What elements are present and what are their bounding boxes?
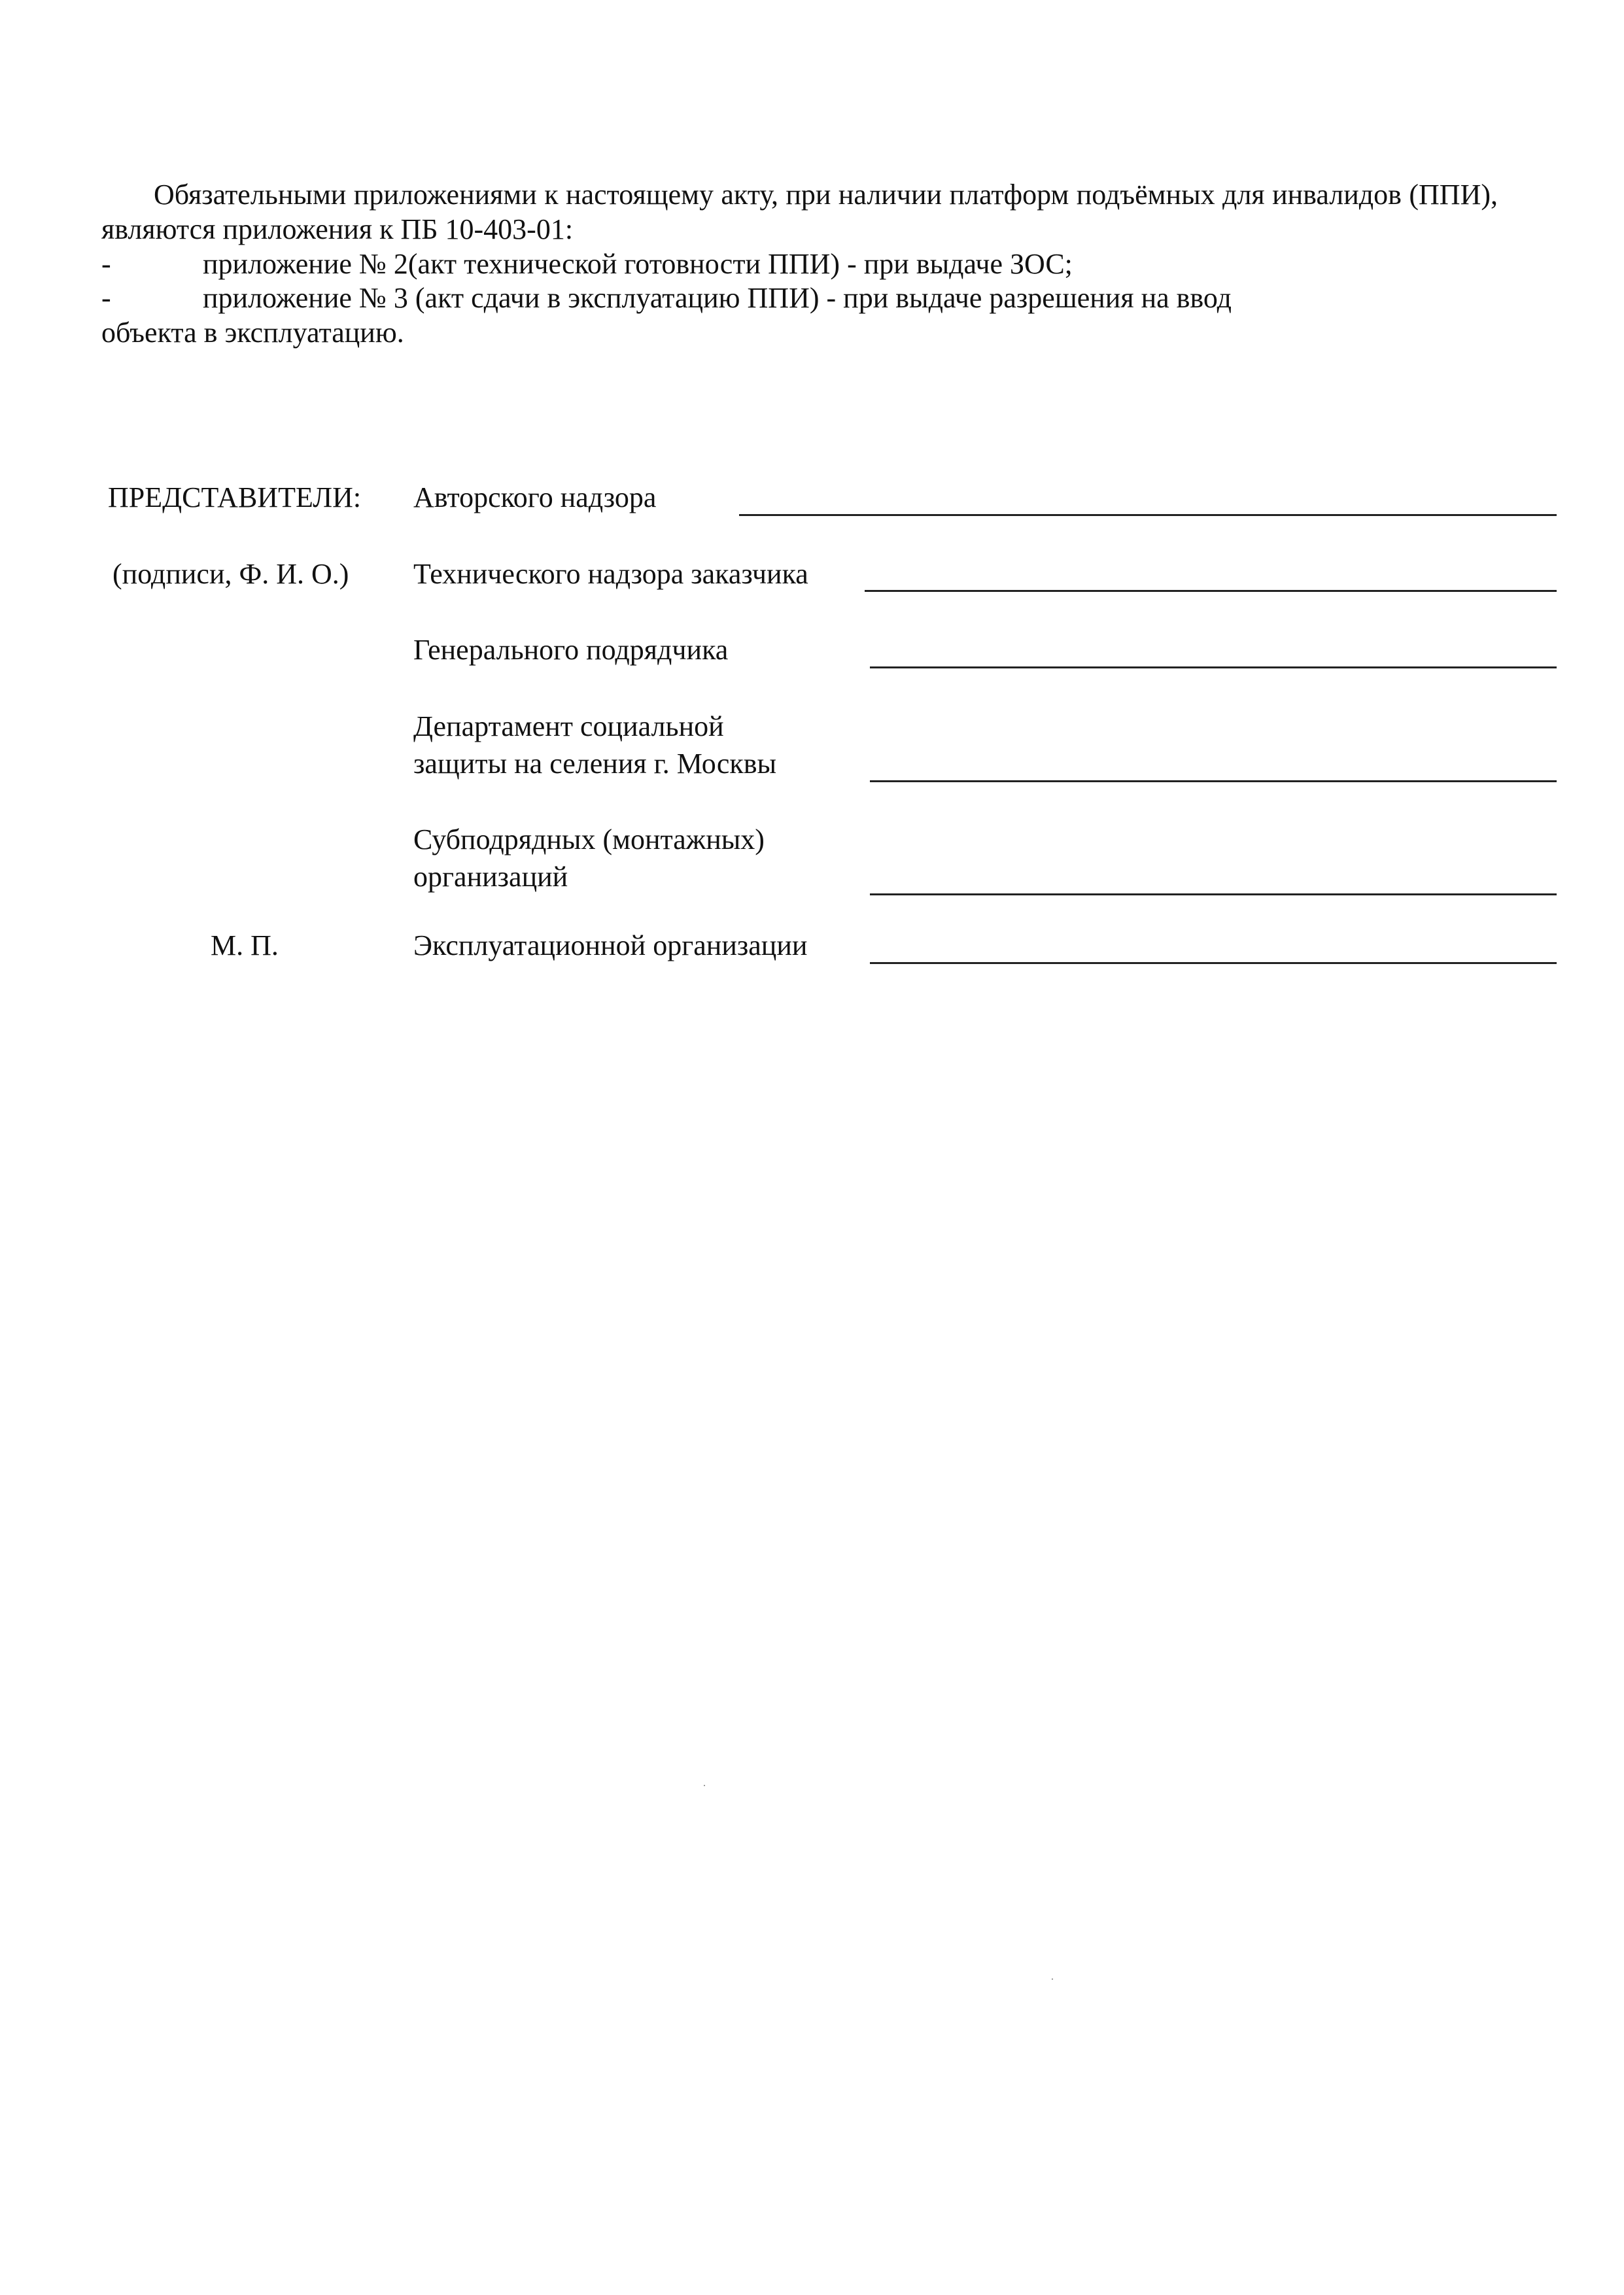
signature-label-social-protection-line2: защиты на селения г. Москвы <box>413 748 777 780</box>
attachment-continuation: объекта в эксплуатацию. <box>101 317 404 349</box>
signature-label-operating-organization: Эксплуатационной организации <box>413 929 808 961</box>
attachments-section <box>101 178 1498 351</box>
attachment-item-text: приложение № 3 (акт сдачи в эксплуатацию ППИ) - при выдаче разрешения на ввод <box>203 282 1232 315</box>
signature-line-technical-supervision[interactable] <box>865 590 1557 592</box>
list-dash: - <box>101 282 111 315</box>
signature-label-author-supervision: Авторского надзора <box>413 481 657 513</box>
signature-line-operating-organization[interactable] <box>870 962 1557 964</box>
signature-line-social-protection[interactable] <box>870 780 1557 782</box>
signature-label-social-protection: Департамент социальной <box>413 710 724 742</box>
signature-line-subcontractors[interactable] <box>870 893 1557 895</box>
attachments-paragraph: Обязательными приложениями к настоящему акту, при наличии платформ подъёмных для инвалидов (ППИ), являются приложения к ПБ 10-403-01: <box>101 179 1498 245</box>
attachment-item-2 <box>101 247 1498 282</box>
signature-line-author-supervision[interactable] <box>739 514 1557 516</box>
attachment-item-3 <box>101 281 1498 316</box>
signature-label-general-contractor: Генерального подрядчика <box>413 634 729 666</box>
list-dash: - <box>101 247 111 280</box>
stamp-label: М. П. <box>211 929 279 961</box>
signature-line-general-contractor[interactable] <box>870 666 1557 668</box>
signature-label-subcontractors-line2: организаций <box>413 861 568 893</box>
attachment-item-text: приложение № 2(акт технической готовности ППИ) - при выдаче ЗОС; <box>203 247 1073 280</box>
representatives-heading: ПРЕДСТАВИТЕЛИ: <box>108 481 362 513</box>
signatures-subheading: (подписи, Ф. И. О.) <box>112 558 349 590</box>
scan-speck <box>704 1785 705 1786</box>
scan-speck <box>1052 1978 1053 1980</box>
signature-label-subcontractors: Субподрядных (монтажных) <box>413 823 765 855</box>
signature-label-technical-supervision: Технического надзора заказчика <box>413 558 808 590</box>
